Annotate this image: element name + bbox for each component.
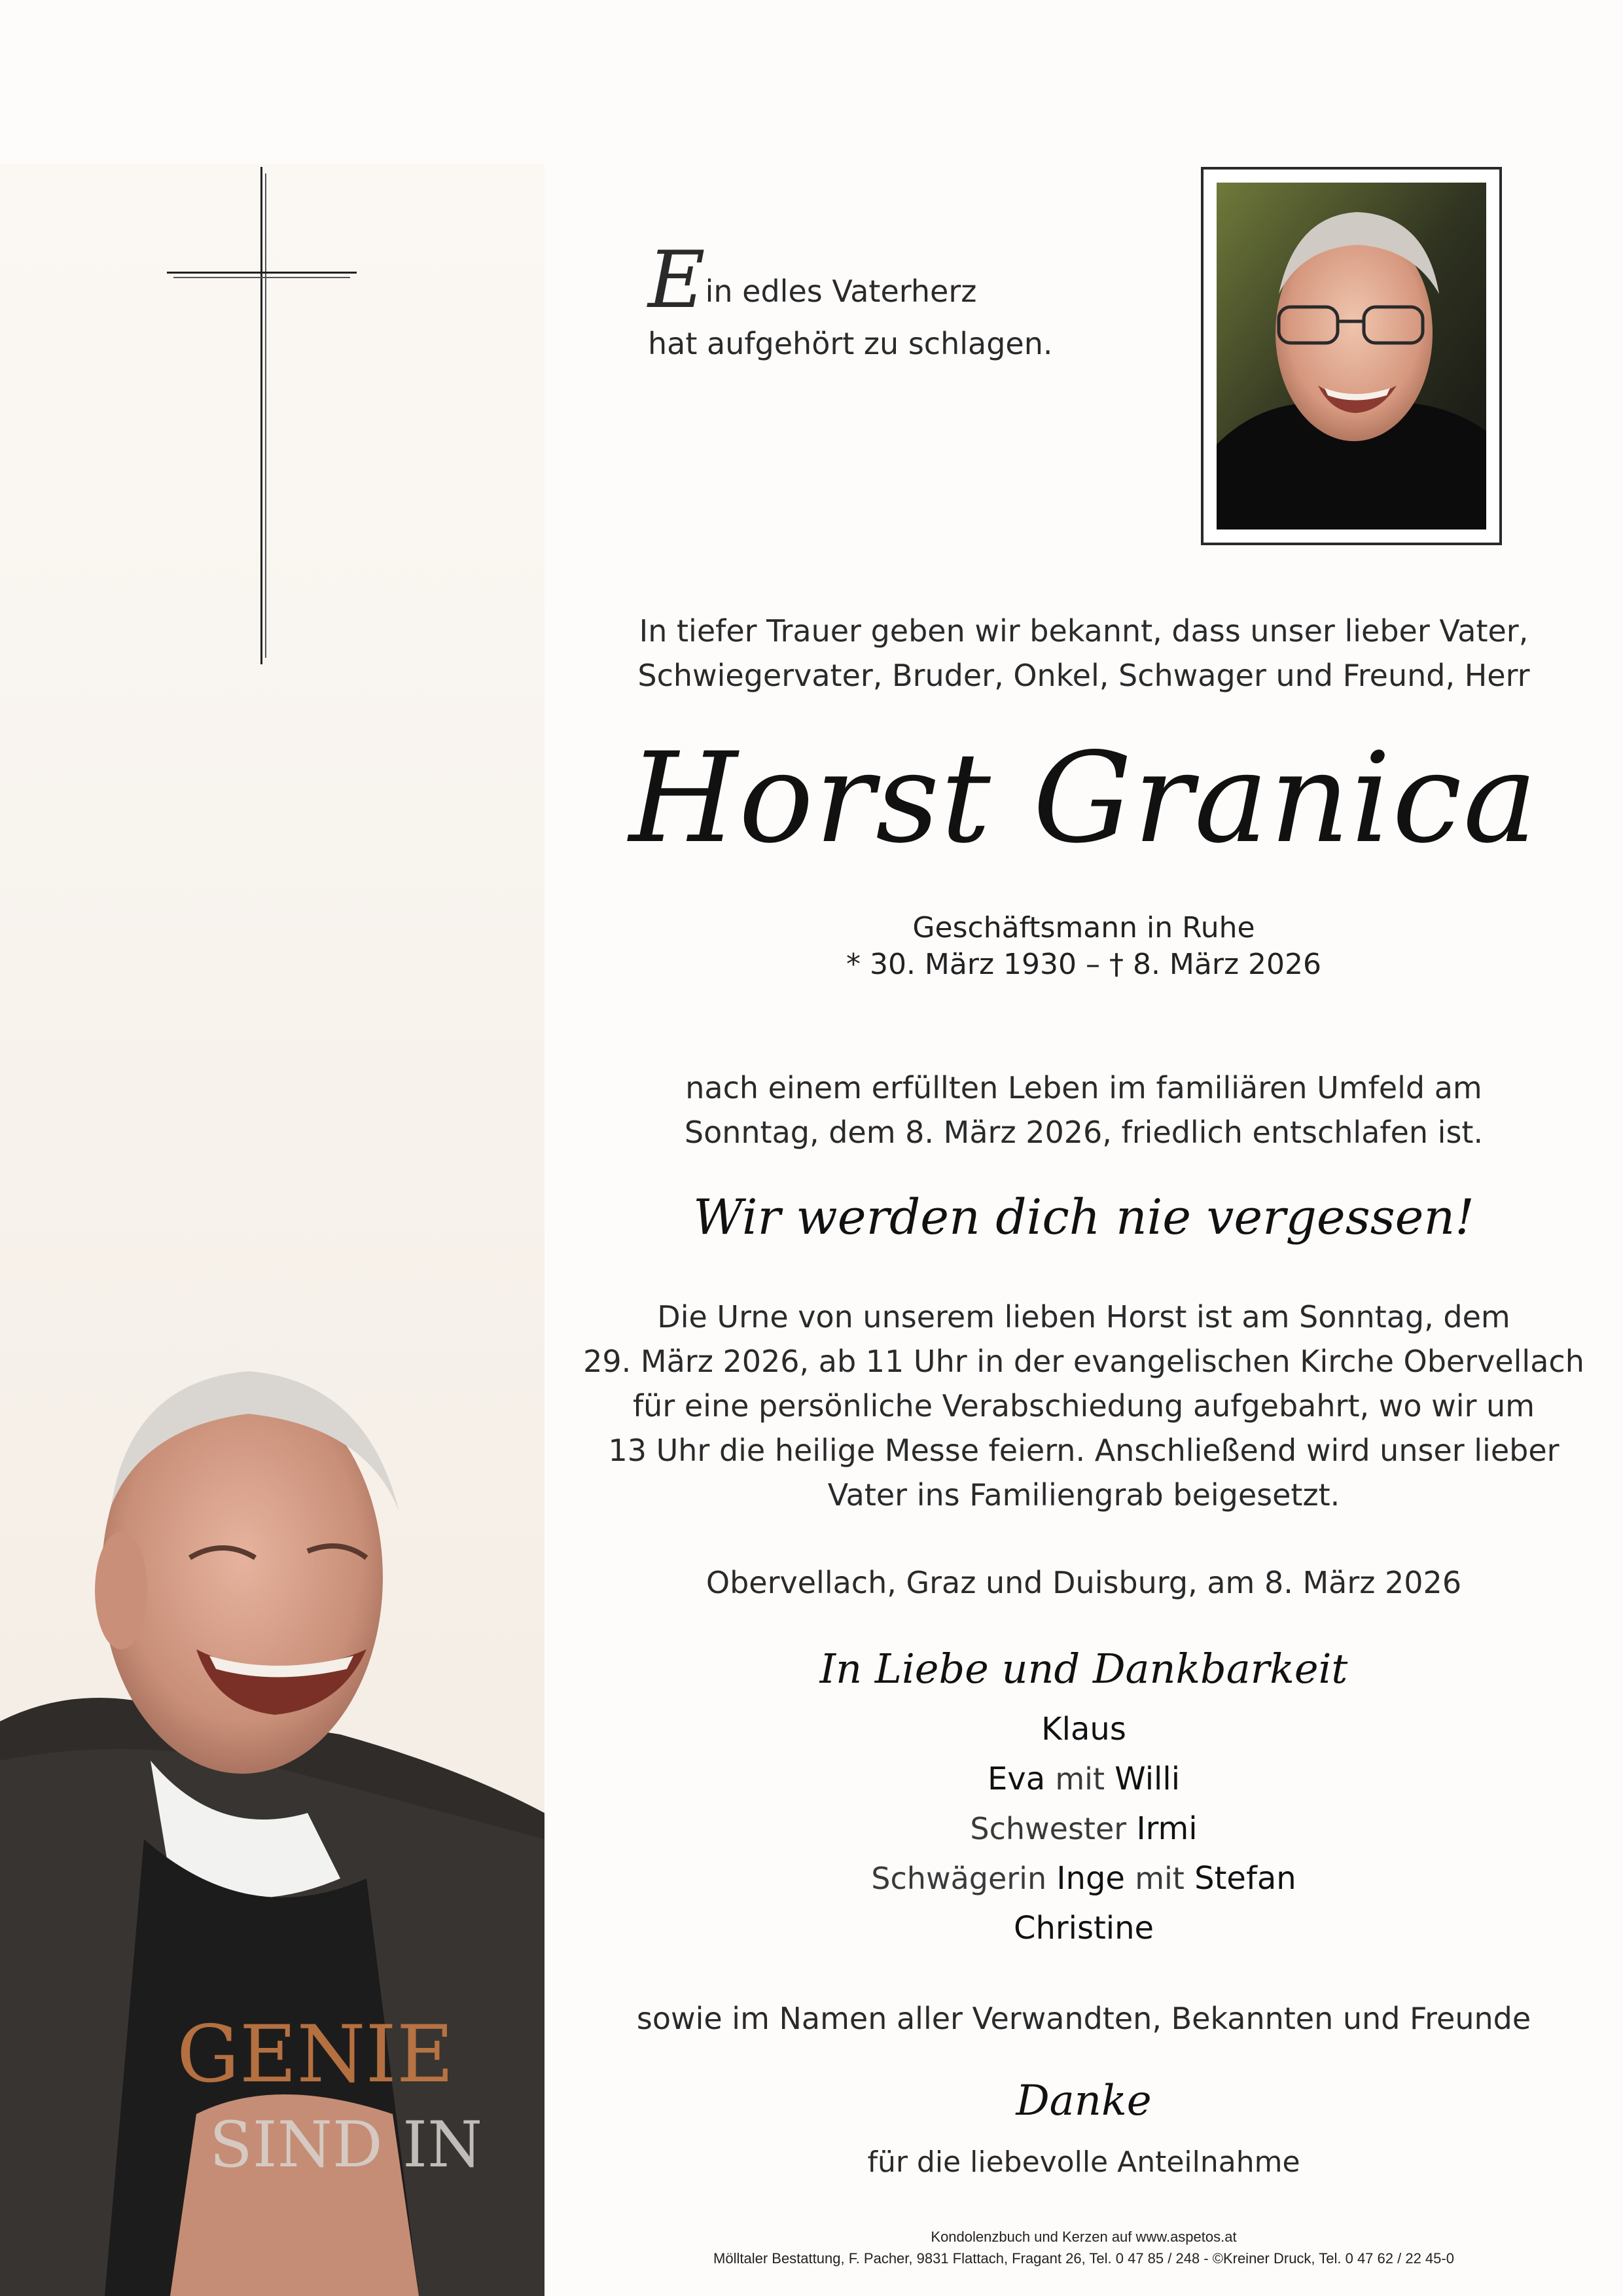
deceased-dates: * 30. März 1930 – † 8. März 2026 [846,948,1322,981]
quote-line-1: Ein edles Vaterherz [648,235,977,326]
ceremony-line-4: 13 Uhr die heilige Messe feiern. Anschließend wird unser lieber [608,1433,1560,1468]
family-relation: Schwester [970,1811,1127,1846]
ceremony-text [544,1295,1623,1517]
deceased-photo-large [0,1342,544,2296]
ceremony-line-2: 29. März 2026, ab 11 Uhr in der evangelischen Kirche Obervellach [583,1344,1584,1379]
announcement-intro [544,609,1623,698]
family-name: Inge [1056,1860,1125,1897]
ceremony-line-1: Die Urne von unserem lieben Horst ist am Sonntag, dem [657,1299,1510,1335]
thanks-heading: Danke [1016,2077,1152,2125]
shirt-print-line1: GENIE [177,2009,454,2100]
family-name: Christine [1013,1910,1154,1946]
opening-quote [648,235,1106,370]
shirt-print-line2: SIND IN [209,2108,483,2181]
deceased-profession: Geschäftsmann in Ruhe [912,911,1255,944]
family-list [544,1704,1623,1953]
family-row-5 [544,1903,1623,1953]
ceremony-line-5: Vater ins Familiengrab beigesetzt. [827,1477,1340,1513]
family-conjunction: mit [1055,1761,1105,1797]
family-name: Eva [987,1761,1046,1797]
motto: Wir werden dich nie vergessen! [693,1189,1474,1246]
footer-condolence: Kondolenzbuch und Kerzen auf www.aspetos.at [931,2229,1237,2245]
deceased-photo-framed [1201,167,1502,545]
family-conjunction: mit [1135,1861,1185,1896]
family-row-3 [544,1804,1623,1854]
love-heading: In Liebe und Dankbarkeit [819,1645,1348,1693]
cross-icon [167,167,357,664]
family-row-4 [544,1854,1623,1903]
intro-line-2: Schwiegervater, Bruder, Onkel, Schwager und Freund, Herr [637,658,1530,693]
passing-line-1: nach einem erfüllten Leben im familiären Umfeld am [685,1070,1482,1105]
passing-text [544,1066,1623,1155]
thanks-text: für die liebevolle Anteilnahme [867,2145,1300,2179]
family-name: Stefan [1194,1860,1296,1897]
family-row-1 [544,1704,1623,1754]
deceased-name: Horst Granica [629,726,1539,870]
intro-line-1: In tiefer Trauer geben wir bekannt, dass unser lieber Vater, [639,613,1529,649]
passing-line-2: Sonntag, dem 8. März 2026, friedlich entschlafen ist. [684,1115,1484,1150]
quote-line-2: hat aufgehört zu schlagen. [648,326,1053,361]
place-date: Obervellach, Graz und Duisburg, am 8. März 2026 [705,1565,1462,1600]
portrait-image [1217,183,1486,529]
family-name: Irmi [1136,1810,1198,1847]
footer-imprint: Mölltaler Bestattung, F. Pacher, 9831 Flattach, Fragant 26, Tel. 0 47 85 / 248 - ©Kreiner Druck, Tel. 0 47 62 / 22 45-0 [713,2250,1454,2267]
family-relation: Schwägerin [871,1861,1047,1896]
family-row-2 [544,1754,1623,1804]
ceremony-line-3: für eine persönliche Verabschiedung aufgebahrt, wo wir um [632,1388,1535,1424]
family-name: Willi [1115,1761,1181,1797]
family-name: Klaus [1041,1711,1126,1748]
relatives-line: sowie im Namen aller Verwandten, Bekannten und Freunde [636,2001,1531,2036]
